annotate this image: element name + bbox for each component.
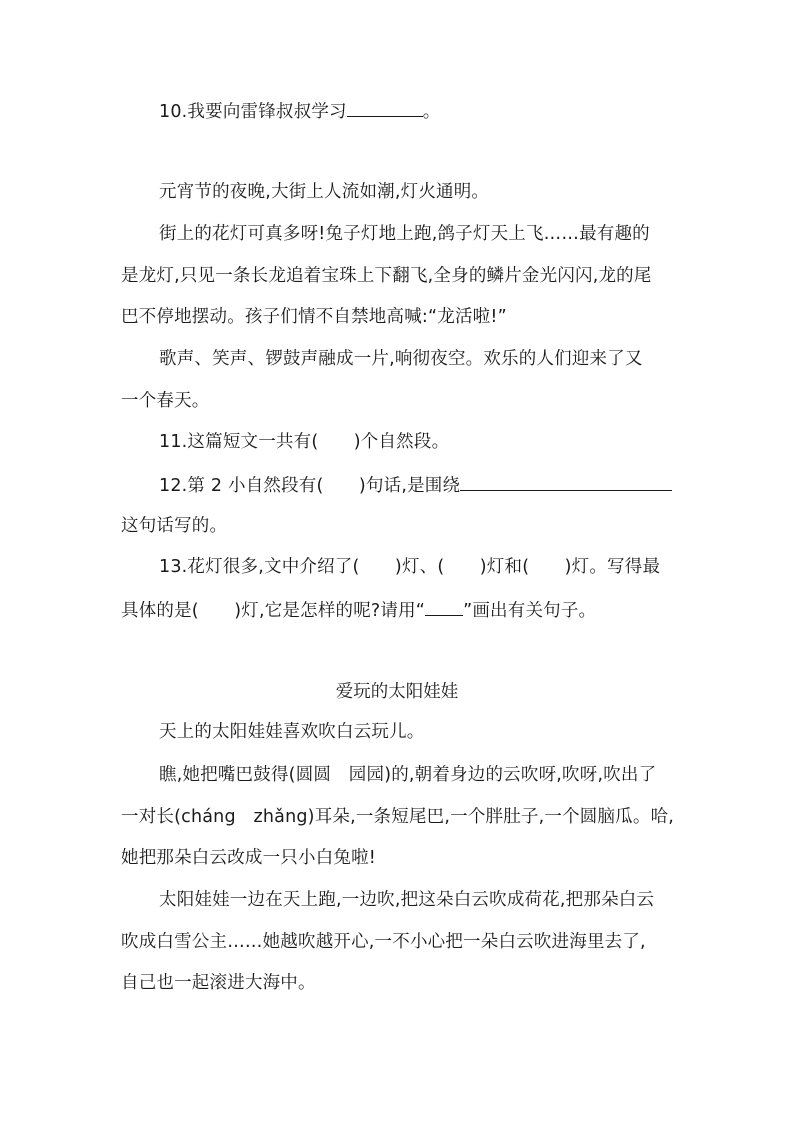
passage2-paragraph-2-line-1: 瞧,她把嘴巴鼓得(圆圆 园园)的,朝着身边的云吹呀,吹呀,吹出了: [159, 765, 657, 785]
question-12-line-1: [159, 472, 672, 498]
passage2-title: 爱玩的太阳娃娃: [335, 682, 459, 702]
passage2-paragraph-3-line-2: 吹成白雪公主……她越吹越开心,一不小心把一朵白云吹进海里去了,: [121, 932, 646, 952]
passage2-paragraph-1: 天上的太阳娃娃喜欢吹白云玩儿。: [159, 722, 425, 742]
answer-blank[interactable]: [460, 472, 672, 491]
question-10-text: 10.我要向雷锋叔叔学习: [159, 102, 347, 122]
question-12-line-2: 这句话写的。: [121, 516, 228, 536]
question-13-line-2: [121, 597, 596, 623]
passage1-paragraph-2-line-3: 巴不停地摆动。孩子们情不自禁地高喊:“龙活啦!”: [121, 307, 507, 327]
passage2-paragraph-2-line-2: 一对长(cháng zhǎng)耳朵,一条短尾巴,一个胖肚子,一个圆脑瓜。哈,: [121, 807, 675, 827]
passage1-paragraph-3-line-1: 歌声、笑声、锣鼓声融成一片,响彻夜空。欢乐的人们迎来了又: [159, 349, 643, 369]
passage2-paragraph-2-line-3: 她把那朵白云改成一只小白兔啦!: [121, 848, 377, 868]
passage2-paragraph-3-line-1: 太阳娃娃一边在天上跑,一边吹,把这朵白云吹成荷花,把那朵白云: [159, 890, 655, 910]
question-13-text-b: ”画出有关句子。: [463, 601, 597, 621]
answer-blank[interactable]: [347, 98, 423, 117]
question-11: 11.这篇短文一共有( )个自然段。: [159, 432, 450, 452]
question-13-text-a: 具体的是( )灯,它是怎样的呢?请用“: [121, 601, 426, 621]
answer-blank[interactable]: [425, 597, 463, 616]
passage1-paragraph-1: 元宵节的夜晚,大街上人流如潮,灯火通明。: [159, 182, 490, 202]
passage1-paragraph-2-line-2: 是龙灯,只见一条长龙追着宝珠上下翻飞,全身的鳞片金光闪闪,龙的尾: [121, 266, 652, 286]
passage1-paragraph-3-line-2: 一个春天。: [121, 391, 210, 411]
question-12-text: 12.第 2 小自然段有( )句话,是围绕: [159, 476, 461, 496]
passage2-paragraph-3-line-3: 自己也一起滚进大海中。: [121, 973, 316, 993]
question-13-line-1: 13.花灯很多,文中介绍了( )灯、( )灯和( )灯。写得最: [159, 557, 661, 577]
question-10: [159, 98, 440, 124]
passage1-paragraph-2-line-1: 街上的花灯可真多呀!兔子灯地上跑,鸽子灯天上飞……最有趣的: [159, 224, 650, 244]
question-10-end: 。: [422, 102, 441, 122]
